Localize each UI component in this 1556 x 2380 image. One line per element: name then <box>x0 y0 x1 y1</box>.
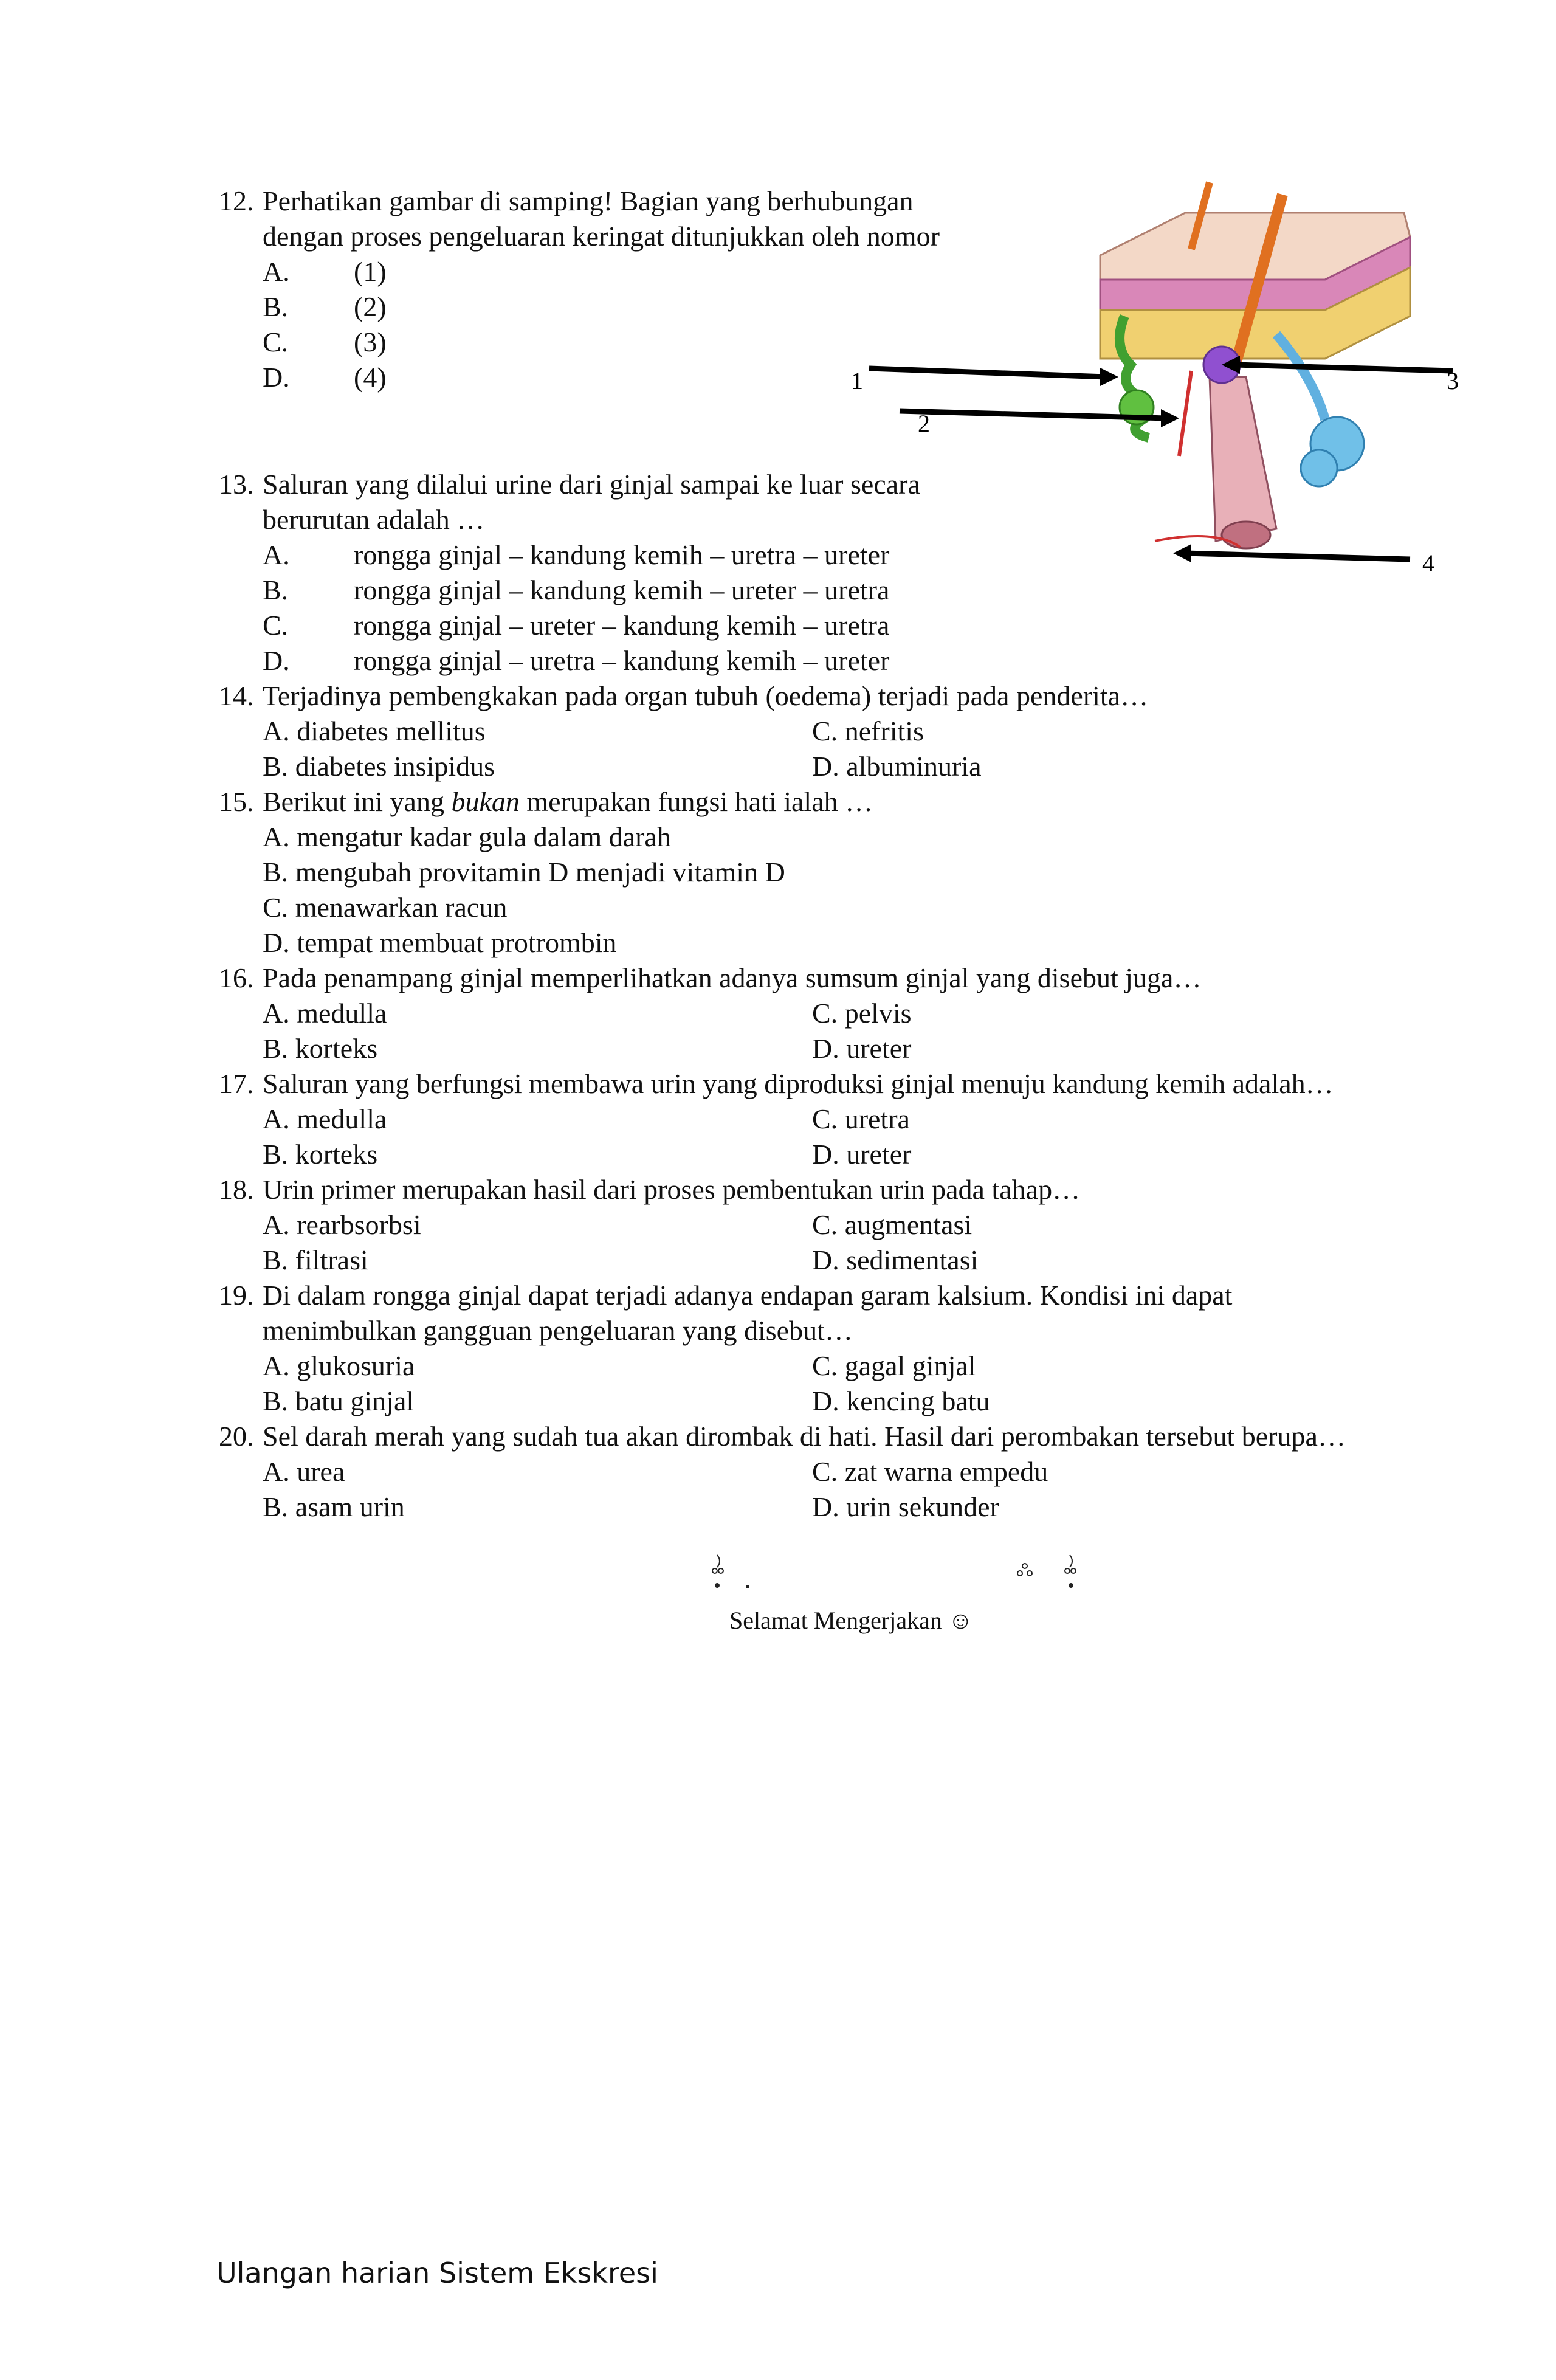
option-d: D. rongga ginjal – uretra – kandung kemih – ureter <box>263 645 890 676</box>
question-19 <box>219 1278 1232 1313</box>
option-b: B. batu ginjal <box>263 1385 415 1416</box>
smiley-icon: ☺ <box>948 1607 973 1634</box>
question-17 <box>219 1066 1334 1102</box>
option-d: D. ureter <box>812 1139 912 1170</box>
option-b: B. (2) <box>263 291 387 322</box>
question-18 <box>219 1172 1080 1207</box>
option-a: A. medulla <box>263 998 387 1029</box>
option-a: A. (1) <box>263 256 387 287</box>
question-20 <box>219 1419 1346 1454</box>
option-a: A. rearbsorbsi <box>263 1209 421 1240</box>
question-text: Saluran yang berfungsi membawa urin yang diproduksi ginjal menuju kandung kemih adalah… <box>263 1068 1334 1099</box>
option-a: A. glukosuria <box>263 1350 415 1381</box>
question-13-line2: berurutan adalah … <box>263 504 485 535</box>
figure-label-3: 3 <box>1447 367 1459 395</box>
option-a: A. mengatur kadar gula dalam darah <box>263 821 671 852</box>
question-14 <box>219 678 1148 714</box>
option-c: C. rongga ginjal – ureter – kandung kemih – uretra <box>263 610 890 641</box>
option-a: A. medulla <box>263 1103 387 1134</box>
option-c: C. gagal ginjal <box>812 1350 976 1381</box>
option-d: D. albuminuria <box>812 751 982 782</box>
option-d: D. sedimentasi <box>812 1244 979 1275</box>
option-c: C. pelvis <box>812 998 912 1029</box>
option-a: A. diabetes mellitus <box>263 716 486 747</box>
question-number: 20. <box>219 1421 254 1452</box>
question-number: 19. <box>219 1280 254 1311</box>
option-c: C. augmentasi <box>812 1209 972 1240</box>
figure-label-2: 2 <box>918 410 930 437</box>
option-c: C. menawarkan racun <box>263 892 508 923</box>
question-number: 13. <box>219 469 254 500</box>
question-text: Urin primer merupakan hasil dari proses pembentukan urin pada tahap… <box>263 1174 1081 1205</box>
option-b: B. diabetes insipidus <box>263 751 495 782</box>
question-text: Pada penampang ginjal memperlihatkan adanya sumsum ginjal yang disebut juga… <box>263 962 1202 993</box>
question-12-line2: dengan proses pengeluaran keringat ditunjukkan oleh nomor <box>263 221 940 252</box>
option-d: D. ureter <box>812 1033 912 1064</box>
decorative-ornaments <box>705 1549 1167 1598</box>
question-text: Saluran yang dilalui urine dari ginjal sampai ke luar secara <box>263 469 920 500</box>
option-c: C. uretra <box>812 1103 910 1134</box>
option-a: A. rongga ginjal – kandung kemih – uretra – ureter <box>263 539 890 570</box>
option-c: C. zat warna empedu <box>812 1456 1048 1487</box>
option-b: B. korteks <box>263 1139 378 1170</box>
option-d: D. urin sekunder <box>812 1491 999 1522</box>
option-b: B. korteks <box>263 1033 378 1064</box>
question-number: 15. <box>219 786 254 817</box>
option-d: D. (4) <box>263 362 387 393</box>
emphasis-word: bukan <box>451 786 520 817</box>
question-13 <box>219 467 920 502</box>
closing-text: Selamat Mengerjakan <box>729 1607 942 1634</box>
question-number: 14. <box>219 680 254 711</box>
option-b: B. asam urin <box>263 1491 405 1522</box>
option-b: B. filtrasi <box>263 1244 368 1275</box>
question-16 <box>219 961 1201 996</box>
question-text: Terjadinya pembengkakan pada organ tubuh (oedema) terjadi pada penderita… <box>263 680 1149 711</box>
option-b: B. rongga ginjal – kandung kemih – ureter – uretra <box>263 574 890 605</box>
question-number: 17. <box>219 1068 254 1099</box>
option-c: C. (3) <box>263 326 387 357</box>
question-text: Di dalam rongga ginjal dapat terjadi adanya endapan garam kalsium. Kondisi ini dapat <box>263 1280 1233 1311</box>
option-d: D. tempat membuat protrombin <box>263 927 617 958</box>
question-number: 18. <box>219 1174 254 1205</box>
option-b: B. mengubah provitamin D menjadi vitamin D <box>263 857 785 888</box>
closing-message <box>729 1605 973 1637</box>
skin-cross-section-figure <box>851 176 1459 590</box>
question-number: 12. <box>219 185 254 216</box>
page-footer: Ulangan harian Sistem Ekskresi <box>216 2257 658 2289</box>
question-19-line2: menimbulkan gangguan pengeluaran yang disebut… <box>263 1315 853 1346</box>
question-number: 16. <box>219 962 254 993</box>
option-a: A. urea <box>263 1456 345 1487</box>
figure-label-1: 1 <box>851 367 863 395</box>
option-c: C. nefritis <box>812 716 924 747</box>
question-15: 15. Berikut ini yang bukan merupakan fungsi hati ialah … <box>219 784 873 819</box>
figure-label-4: 4 <box>1422 550 1434 577</box>
question-text: Perhatikan gambar di samping! Bagian yang berhubungan <box>263 185 914 216</box>
question-text: Sel darah merah yang sudah tua akan dirombak di hati. Hasil dari perombakan tersebut berupa… <box>263 1421 1346 1452</box>
option-d: D. kencing batu <box>812 1385 990 1416</box>
question-12 <box>219 184 914 219</box>
